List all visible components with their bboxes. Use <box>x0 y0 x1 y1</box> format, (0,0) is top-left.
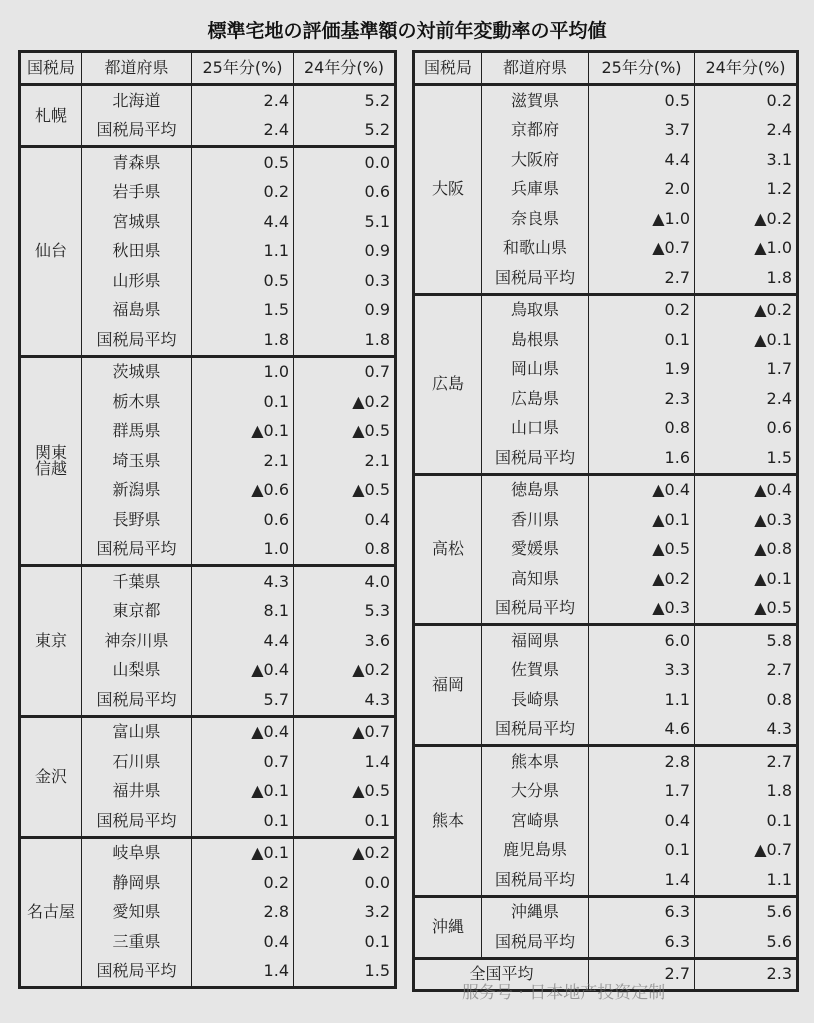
change-rate-25: 4.3 <box>192 566 294 597</box>
change-rate-25: 1.4 <box>192 957 294 988</box>
bureau-name-line: 信越 <box>34 458 67 478</box>
national-average-label: 全国平均 <box>414 958 589 991</box>
change-rate-25: ▲0.5 <box>589 535 695 565</box>
change-rate-24: 1.8 <box>695 263 798 294</box>
bureau-name-line: 東京 <box>34 630 67 650</box>
change-rate-24: 1.5 <box>294 957 396 988</box>
change-rate-25: ▲0.4 <box>192 716 294 747</box>
table-row <box>414 746 798 777</box>
prefecture-name: 福島県 <box>82 296 192 326</box>
change-rate-25: 0.7 <box>192 747 294 777</box>
change-rate-25: 2.1 <box>192 446 294 476</box>
change-rate-25: ▲0.4 <box>192 656 294 686</box>
column-header: 24年分(%) <box>294 52 396 85</box>
change-rate-24: 2.1 <box>294 446 396 476</box>
change-rate-25: 1.0 <box>192 535 294 566</box>
prefecture-name: 静岡県 <box>82 868 192 898</box>
change-rate-24: ▲0.2 <box>695 204 798 234</box>
change-rate-24: 2.7 <box>695 746 798 777</box>
prefecture-name: 国税局平均 <box>482 927 589 958</box>
change-rate-24: ▲0.5 <box>294 476 396 506</box>
bureau-name <box>20 356 82 566</box>
prefecture-name: 千葉県 <box>82 566 192 597</box>
bureau-name <box>414 85 482 295</box>
change-rate-24: 4.3 <box>294 685 396 716</box>
change-rate-25: 2.4 <box>192 85 294 116</box>
change-rate-25: 2.7 <box>589 263 695 294</box>
prefecture-name: 山形県 <box>82 266 192 296</box>
change-rate-25: 0.8 <box>589 414 695 444</box>
change-rate-24: ▲0.4 <box>695 474 798 505</box>
change-rate-25: ▲0.1 <box>192 417 294 447</box>
bureau-name-line: 広島 <box>431 374 464 393</box>
prefecture-name: 国税局平均 <box>482 263 589 294</box>
change-rate-25: 1.4 <box>589 865 695 896</box>
prefecture-name: 秋田県 <box>82 237 192 267</box>
prefecture-name: 島根県 <box>482 325 589 355</box>
change-rate-24: 1.2 <box>695 175 798 205</box>
change-rate-25: 0.4 <box>589 806 695 836</box>
bureau-name <box>20 147 82 357</box>
bureau-name-line: 熊本 <box>431 810 464 830</box>
change-rate-25: 4.4 <box>589 145 695 175</box>
column-header: 都道府県 <box>82 52 192 85</box>
prefecture-name: 長崎県 <box>482 685 589 715</box>
change-rate-24: 2.4 <box>695 116 798 146</box>
change-rate-25: 3.7 <box>589 116 695 146</box>
table-row <box>20 147 396 178</box>
change-rate-24: ▲1.0 <box>695 234 798 264</box>
prefecture-name: 岩手県 <box>82 178 192 208</box>
prefecture-name: 国税局平均 <box>82 957 192 988</box>
table-row <box>20 716 396 747</box>
change-rate-24: 1.8 <box>294 325 396 356</box>
prefecture-name: 宮崎県 <box>482 806 589 836</box>
bureau-name <box>20 837 82 988</box>
change-rate-24: 0.8 <box>294 535 396 566</box>
prefecture-name: 徳島県 <box>482 474 589 505</box>
change-rate-25: 0.5 <box>589 85 695 116</box>
change-rate-25: ▲0.6 <box>192 476 294 506</box>
column-header: 25年分(%) <box>192 52 294 85</box>
table-row <box>414 474 798 505</box>
change-rate-25: 8.1 <box>192 597 294 627</box>
bureau-name <box>20 566 82 717</box>
header-row <box>20 52 396 85</box>
change-rate-24: 5.2 <box>294 116 396 147</box>
bureau-name <box>414 294 482 474</box>
change-rate-25: ▲1.0 <box>589 204 695 234</box>
bureau-name-line: 高松 <box>431 539 464 559</box>
change-rate-25: 5.7 <box>192 685 294 716</box>
change-rate-24: 0.6 <box>294 178 396 208</box>
prefecture-name: 佐賀県 <box>482 656 589 686</box>
change-rate-25: ▲0.2 <box>589 564 695 594</box>
bureau-name <box>414 896 482 958</box>
national-average-24: 2.3 <box>695 958 798 991</box>
change-rate-25: 1.8 <box>192 325 294 356</box>
change-rate-25: 2.3 <box>589 384 695 414</box>
change-rate-24: ▲0.3 <box>695 505 798 535</box>
column-header: 24年分(%) <box>695 52 798 85</box>
change-rate-24: ▲0.2 <box>294 387 396 417</box>
change-rate-25: 2.4 <box>192 116 294 147</box>
prefecture-name: 三重県 <box>82 927 192 957</box>
change-rate-24: 0.1 <box>294 806 396 837</box>
prefecture-name: 大分県 <box>482 777 589 807</box>
change-rate-25: ▲0.1 <box>192 837 294 868</box>
prefecture-name: 滋賀県 <box>482 85 589 116</box>
prefecture-name: 鹿児島県 <box>482 836 589 866</box>
prefecture-name: 国税局平均 <box>82 806 192 837</box>
change-rate-25: ▲0.1 <box>589 505 695 535</box>
bureau-name <box>20 85 82 147</box>
change-rate-24: 0.3 <box>294 266 396 296</box>
change-rate-24: 1.7 <box>695 355 798 385</box>
change-rate-25: 1.9 <box>589 355 695 385</box>
prefecture-name: 北海道 <box>82 85 192 116</box>
bureau-name-line: 大阪 <box>431 179 464 199</box>
change-rate-25: 1.1 <box>589 685 695 715</box>
header-row <box>414 52 798 85</box>
bureau-name-line: 金沢 <box>34 766 67 786</box>
change-rate-25: 2.8 <box>192 898 294 928</box>
change-rate-24: 3.2 <box>294 898 396 928</box>
prefecture-name: 国税局平均 <box>82 116 192 147</box>
change-rate-24: 5.3 <box>294 597 396 627</box>
prefecture-name: 鳥取県 <box>482 294 589 325</box>
prefecture-name: 長野県 <box>82 505 192 535</box>
prefecture-name: 東京都 <box>82 597 192 627</box>
change-rate-25: 0.2 <box>589 294 695 325</box>
prefecture-name: 福井県 <box>82 777 192 807</box>
prefecture-name: 国税局平均 <box>82 685 192 716</box>
table-row <box>414 896 798 927</box>
prefecture-name: 香川県 <box>482 505 589 535</box>
column-header: 国税局 <box>414 52 482 85</box>
change-rate-24: ▲0.7 <box>294 716 396 747</box>
change-rate-25: ▲0.7 <box>589 234 695 264</box>
change-rate-24: 5.2 <box>294 85 396 116</box>
change-rate-25: ▲0.3 <box>589 594 695 625</box>
change-rate-25: 0.1 <box>589 836 695 866</box>
prefecture-name: 和歌山県 <box>482 234 589 264</box>
change-rate-25: 0.4 <box>192 927 294 957</box>
prefecture-name: 愛知県 <box>82 898 192 928</box>
change-rate-24: ▲0.5 <box>294 777 396 807</box>
column-header: 国税局 <box>20 52 82 85</box>
change-rate-25: 4.4 <box>192 626 294 656</box>
change-rate-24: ▲0.1 <box>695 564 798 594</box>
prefecture-name: 広島県 <box>482 384 589 414</box>
change-rate-25: 0.6 <box>192 505 294 535</box>
bureau-name-line: 福岡 <box>431 675 464 694</box>
prefecture-name: 大阪府 <box>482 145 589 175</box>
bureau-name-line: 名古屋 <box>26 902 75 922</box>
change-rate-25: 0.2 <box>192 178 294 208</box>
change-rate-24: 1.5 <box>695 443 798 474</box>
prefecture-name: 新潟県 <box>82 476 192 506</box>
left-table <box>18 50 397 989</box>
change-rate-24: ▲0.2 <box>695 294 798 325</box>
table-row <box>414 294 798 325</box>
bureau-name-line: 沖縄 <box>431 917 464 936</box>
change-rate-24: 5.8 <box>695 625 798 656</box>
prefecture-name: 岡山県 <box>482 355 589 385</box>
prefecture-name: 岐阜県 <box>82 837 192 868</box>
change-rate-24: 0.1 <box>294 927 396 957</box>
change-rate-25: 0.1 <box>589 325 695 355</box>
bureau-name <box>414 625 482 746</box>
change-rate-25: 4.6 <box>589 715 695 746</box>
prefecture-name: 神奈川県 <box>82 626 192 656</box>
change-rate-24: 0.6 <box>695 414 798 444</box>
prefecture-name: 富山県 <box>82 716 192 747</box>
prefecture-name: 山梨県 <box>82 656 192 686</box>
change-rate-25: 1.1 <box>192 237 294 267</box>
change-rate-25: 1.0 <box>192 356 294 387</box>
prefecture-name: 福岡県 <box>482 625 589 656</box>
bureau-name-line: 札幌 <box>34 105 67 125</box>
change-rate-24: 4.3 <box>695 715 798 746</box>
change-rate-24: ▲0.1 <box>695 325 798 355</box>
change-rate-24: 0.2 <box>695 85 798 116</box>
change-rate-24: 2.7 <box>695 656 798 686</box>
change-rate-24: 3.1 <box>695 145 798 175</box>
change-rate-25: 3.3 <box>589 656 695 686</box>
watermark: 服务号 · 日本地产投资定制 <box>462 983 666 1003</box>
change-rate-24: 0.0 <box>294 147 396 178</box>
change-rate-25: 2.0 <box>589 175 695 205</box>
table-row <box>20 85 396 116</box>
change-rate-24: 0.9 <box>294 237 396 267</box>
change-rate-25: 6.0 <box>589 625 695 656</box>
change-rate-25: 6.3 <box>589 896 695 927</box>
change-rate-25: 0.5 <box>192 147 294 178</box>
change-rate-24: 2.4 <box>695 384 798 414</box>
prefecture-name: 兵庫県 <box>482 175 589 205</box>
change-rate-24: 1.4 <box>294 747 396 777</box>
prefecture-name: 国税局平均 <box>482 443 589 474</box>
table-row <box>20 356 396 387</box>
national-average-row <box>414 958 798 991</box>
prefecture-name: 高知県 <box>482 564 589 594</box>
change-rate-25: 0.1 <box>192 387 294 417</box>
change-rate-24: 5.6 <box>695 927 798 958</box>
column-header: 都道府県 <box>482 52 589 85</box>
change-rate-24: ▲0.2 <box>294 837 396 868</box>
change-rate-24: ▲0.2 <box>294 656 396 686</box>
change-rate-24: 0.4 <box>294 505 396 535</box>
prefecture-name: 京都府 <box>482 116 589 146</box>
prefecture-name: 国税局平均 <box>482 715 589 746</box>
bureau-name <box>414 474 482 625</box>
change-rate-25: 1.7 <box>589 777 695 807</box>
prefecture-name: 石川県 <box>82 747 192 777</box>
prefecture-name: 青森県 <box>82 147 192 178</box>
change-rate-24: 0.1 <box>695 806 798 836</box>
table-row <box>20 566 396 597</box>
change-rate-24: 1.1 <box>695 865 798 896</box>
change-rate-24: 0.7 <box>294 356 396 387</box>
table-row <box>20 837 396 868</box>
change-rate-25: 0.1 <box>192 806 294 837</box>
change-rate-24: ▲0.8 <box>695 535 798 565</box>
prefecture-name: 栃木県 <box>82 387 192 417</box>
prefecture-name: 山口県 <box>482 414 589 444</box>
change-rate-25: ▲0.1 <box>192 777 294 807</box>
prefecture-name: 愛媛県 <box>482 535 589 565</box>
bureau-name <box>414 746 482 897</box>
national-average-25: 2.7 <box>589 958 695 991</box>
prefecture-name: 沖縄県 <box>482 896 589 927</box>
change-rate-25: 1.5 <box>192 296 294 326</box>
prefecture-name: 熊本県 <box>482 746 589 777</box>
prefecture-name: 群馬県 <box>82 417 192 447</box>
prefecture-name: 奈良県 <box>482 204 589 234</box>
change-rate-24: 5.1 <box>294 207 396 237</box>
bureau-name-line: 関東 <box>34 442 67 462</box>
change-rate-24: ▲0.7 <box>695 836 798 866</box>
change-rate-24: 4.0 <box>294 566 396 597</box>
table-row <box>414 85 798 116</box>
prefecture-name: 国税局平均 <box>82 535 192 566</box>
prefecture-name: 国税局平均 <box>82 325 192 356</box>
prefecture-name: 埼玉県 <box>82 446 192 476</box>
change-rate-25: 6.3 <box>589 927 695 958</box>
change-rate-25: ▲0.4 <box>589 474 695 505</box>
prefecture-name: 宮城県 <box>82 207 192 237</box>
change-rate-24: 1.8 <box>695 777 798 807</box>
right-table <box>412 50 799 992</box>
change-rate-25: 0.5 <box>192 266 294 296</box>
change-rate-25: 0.2 <box>192 868 294 898</box>
prefecture-name: 国税局平均 <box>482 865 589 896</box>
change-rate-24: 0.0 <box>294 868 396 898</box>
table-row <box>414 625 798 656</box>
column-header: 25年分(%) <box>589 52 695 85</box>
prefecture-name: 茨城県 <box>82 356 192 387</box>
change-rate-24: 0.9 <box>294 296 396 326</box>
bureau-name <box>20 716 82 837</box>
change-rate-25: 1.6 <box>589 443 695 474</box>
change-rate-24: 0.8 <box>695 685 798 715</box>
change-rate-25: 2.8 <box>589 746 695 777</box>
change-rate-25: 4.4 <box>192 207 294 237</box>
change-rate-24: 5.6 <box>695 896 798 927</box>
change-rate-24: ▲0.5 <box>294 417 396 447</box>
bureau-name-line: 仙台 <box>34 241 67 261</box>
change-rate-24: ▲0.5 <box>695 594 798 625</box>
change-rate-24: 3.6 <box>294 626 396 656</box>
page-title: 標準宅地の評価基準額の対前年変動率の平均値 <box>207 20 607 42</box>
prefecture-name: 国税局平均 <box>482 594 589 625</box>
